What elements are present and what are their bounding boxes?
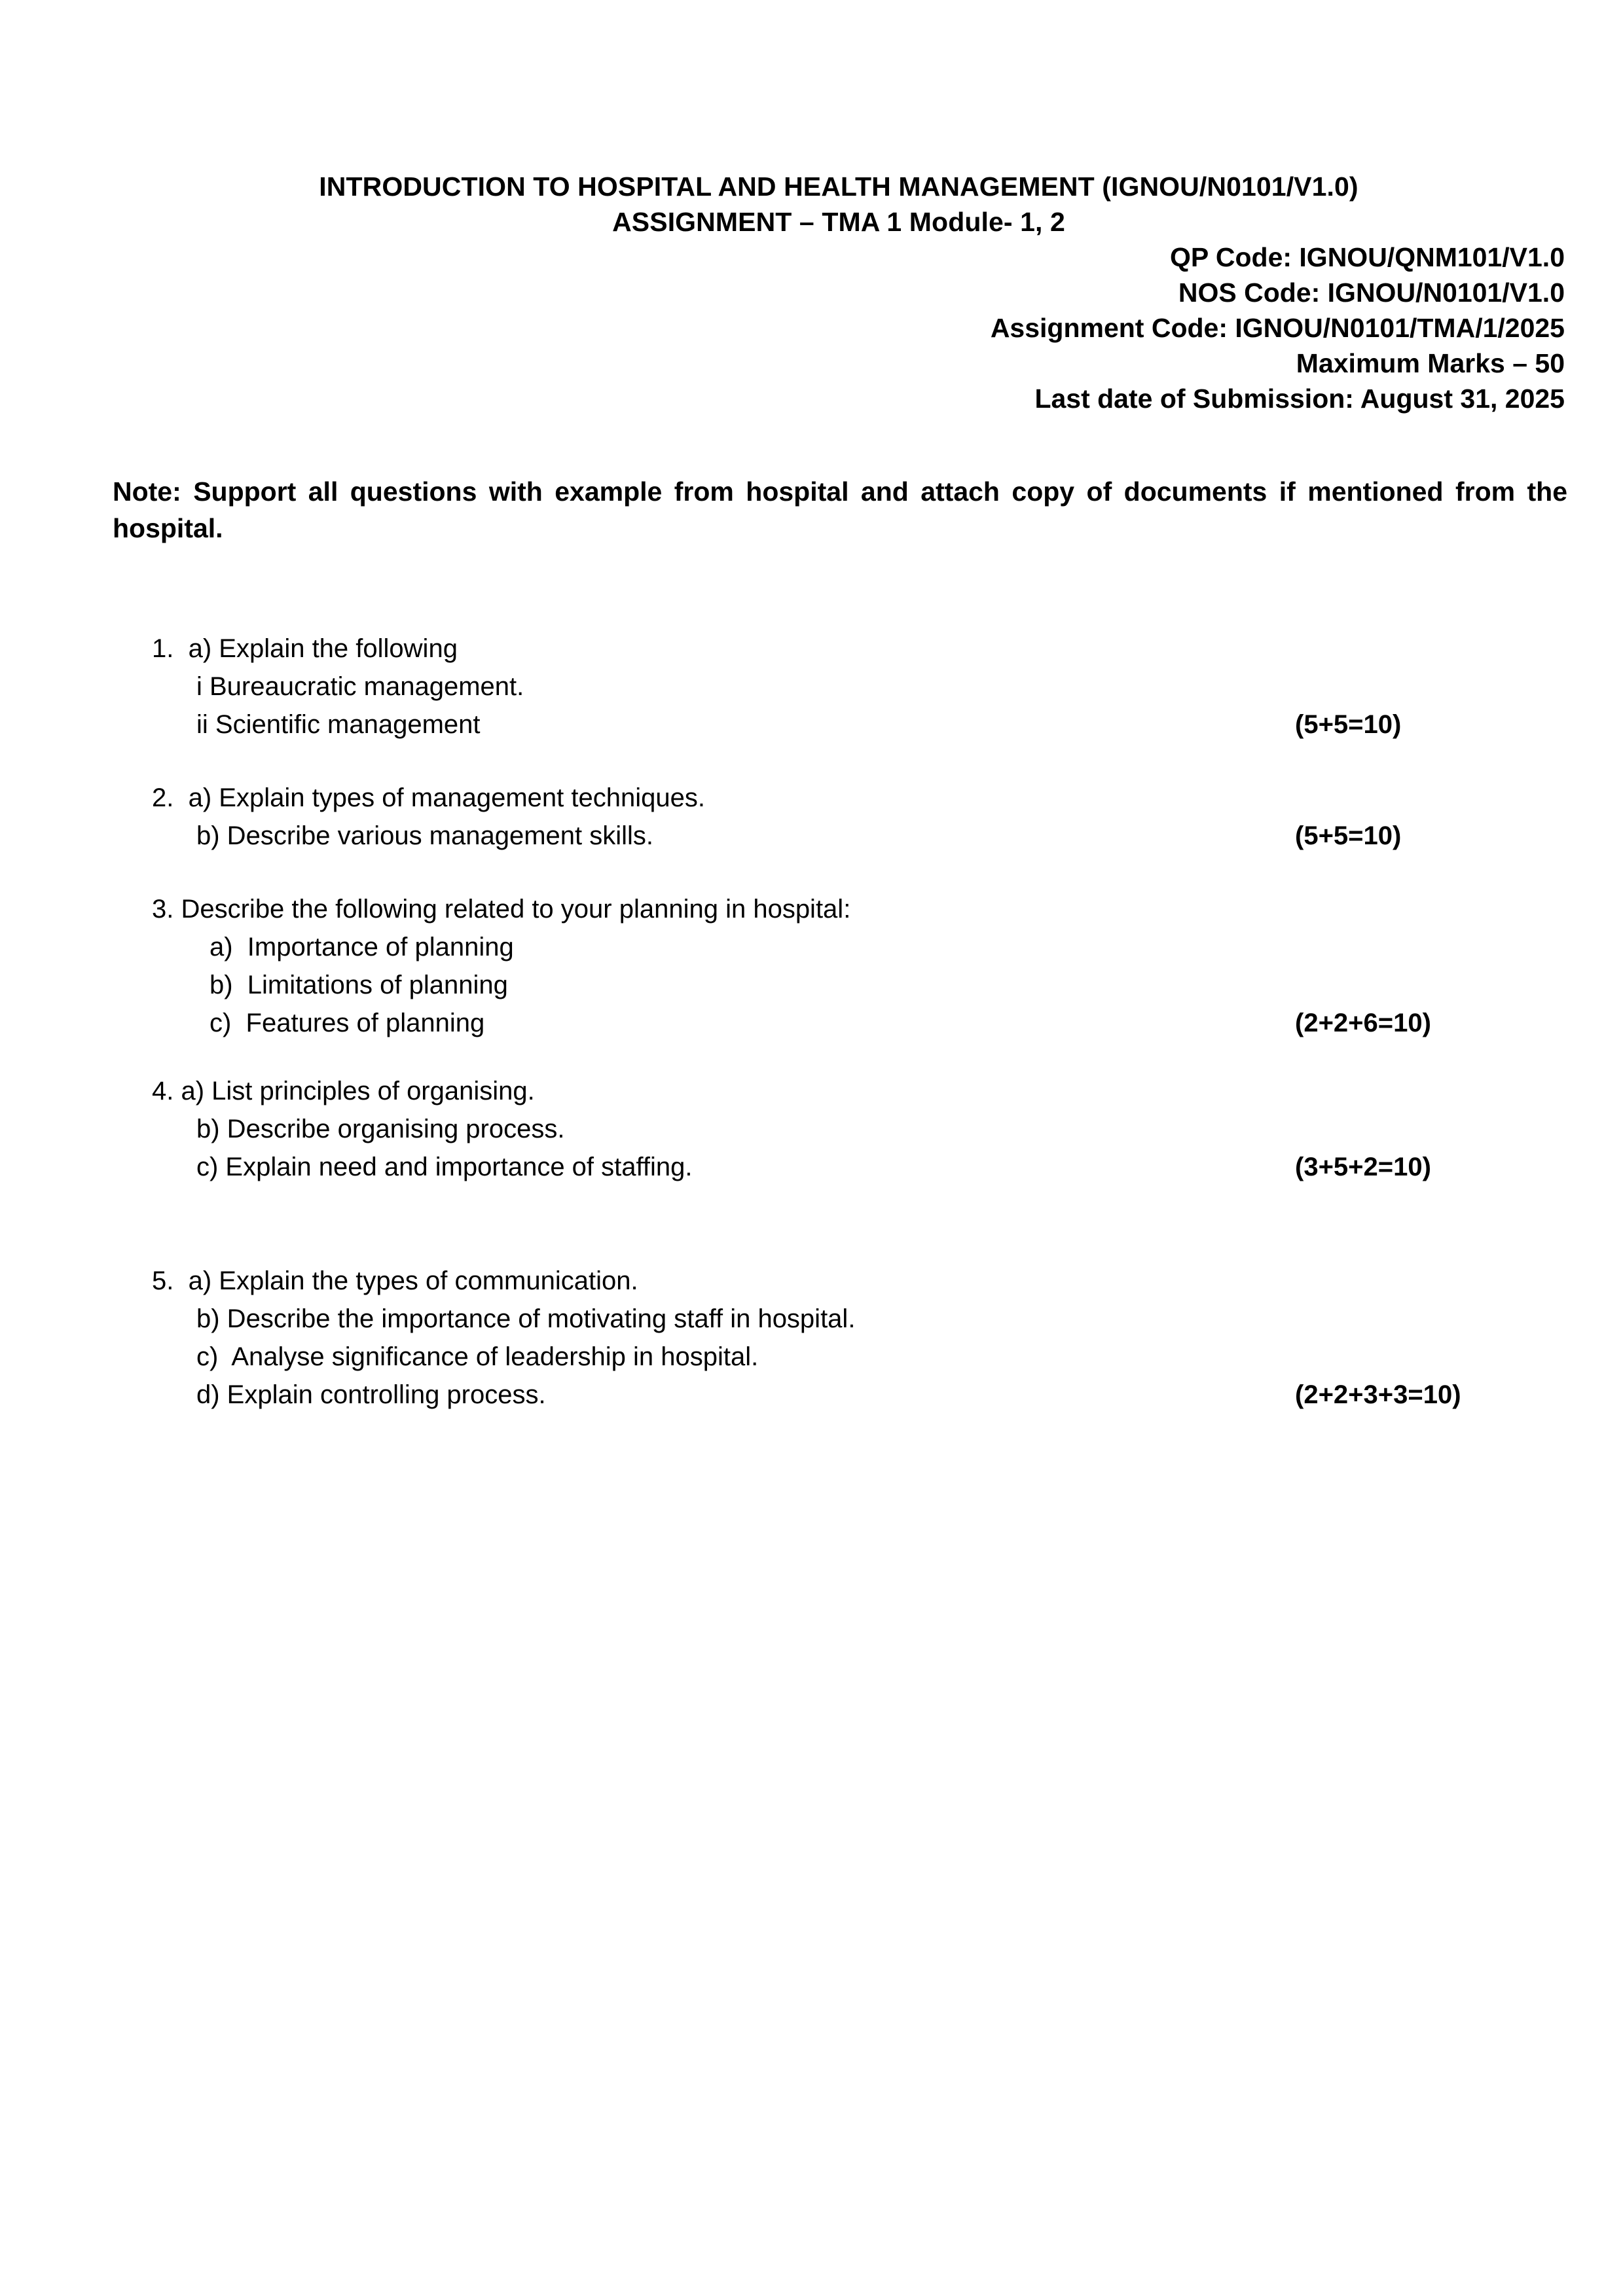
- question-marks: (5+5=10): [1295, 710, 1402, 739]
- question-line: [0, 1376, 1623, 1414]
- question-line: [0, 1338, 1623, 1376]
- assignment-code-line: Assignment Code: IGNOU/N0101/TMA/1/2025: [990, 313, 1565, 343]
- question-text: c) Features of planning: [210, 1009, 485, 1037]
- question-line: [0, 966, 1623, 1004]
- question-text: 2. a) Explain types of management techniques.: [152, 783, 705, 812]
- question-spacer: [0, 744, 1623, 779]
- note-paragraph: Note: Support all questions with example from hospital and attach copy of documents if mentioned from the hospital.: [113, 476, 1567, 543]
- question-line: [0, 928, 1623, 966]
- question-line: [0, 1004, 1623, 1042]
- question-block: [0, 890, 1623, 1042]
- question-line: [0, 630, 1623, 668]
- question-block: [0, 1262, 1623, 1414]
- question-marks: (2+2+3+3=10): [1295, 1380, 1461, 1409]
- question-line: [0, 779, 1623, 817]
- questions-list: [0, 630, 1623, 1414]
- question-text: d) Explain controlling process.: [196, 1380, 546, 1409]
- question-text: 3. Describe the following related to your planning in hospital:: [152, 895, 851, 924]
- question-marks: (3+5+2=10): [1295, 1153, 1431, 1181]
- question-block: [0, 1072, 1623, 1186]
- question-line: [0, 1262, 1623, 1300]
- question-line: [0, 706, 1623, 744]
- document-header: [113, 169, 1565, 416]
- question-line: [0, 1110, 1623, 1148]
- question-text: 1. a) Explain the following: [152, 634, 458, 663]
- document-title-line-2: ASSIGNMENT – TMA 1 Module- 1, 2: [612, 207, 1065, 237]
- question-line: [0, 817, 1623, 855]
- question-line: [0, 890, 1623, 928]
- nos-code-line: NOS Code: IGNOU/N0101/V1.0: [1178, 278, 1565, 308]
- question-spacer: [0, 1186, 1623, 1262]
- question-text: 5. a) Explain the types of communication.: [152, 1266, 638, 1295]
- question-marks: (5+5=10): [1295, 821, 1402, 850]
- question-block: [0, 630, 1623, 744]
- question-text: b) Describe organising process.: [196, 1115, 565, 1143]
- question-text: 4. a) List principles of organising.: [152, 1077, 535, 1105]
- qp-code-line: QP Code: IGNOU/QNM101/V1.0: [1169, 242, 1565, 272]
- question-text: ii Scientific management: [196, 710, 481, 739]
- question-text: b) Limitations of planning: [210, 971, 508, 999]
- question-text: c) Analyse significance of leadership in hospital.: [196, 1342, 759, 1371]
- question-line: [0, 1072, 1623, 1110]
- question-spacer: [0, 1042, 1623, 1072]
- question-text: c) Explain need and importance of staffing.: [196, 1153, 693, 1181]
- question-line: [0, 1300, 1623, 1338]
- maximum-marks-line: Maximum Marks – 50: [1296, 348, 1565, 378]
- document-title-line-1: INTRODUCTION TO HOSPITAL AND HEALTH MANAGEMENT (IGNOU/N0101/V1.0): [319, 171, 1359, 202]
- last-date-of-submission-line: Last date of Submission: August 31, 2025: [1034, 384, 1565, 414]
- question-text: a) Importance of planning: [210, 933, 514, 961]
- question-text: i Bureaucratic management.: [196, 672, 524, 701]
- question-block: [0, 779, 1623, 855]
- question-text: b) Describe the importance of motivating staff in hospital.: [196, 1304, 856, 1333]
- question-marks: (2+2+6=10): [1295, 1009, 1431, 1037]
- question-line: [0, 1148, 1623, 1186]
- question-line: [0, 668, 1623, 706]
- question-text: b) Describe various management skills.: [196, 821, 654, 850]
- question-spacer: [0, 855, 1623, 890]
